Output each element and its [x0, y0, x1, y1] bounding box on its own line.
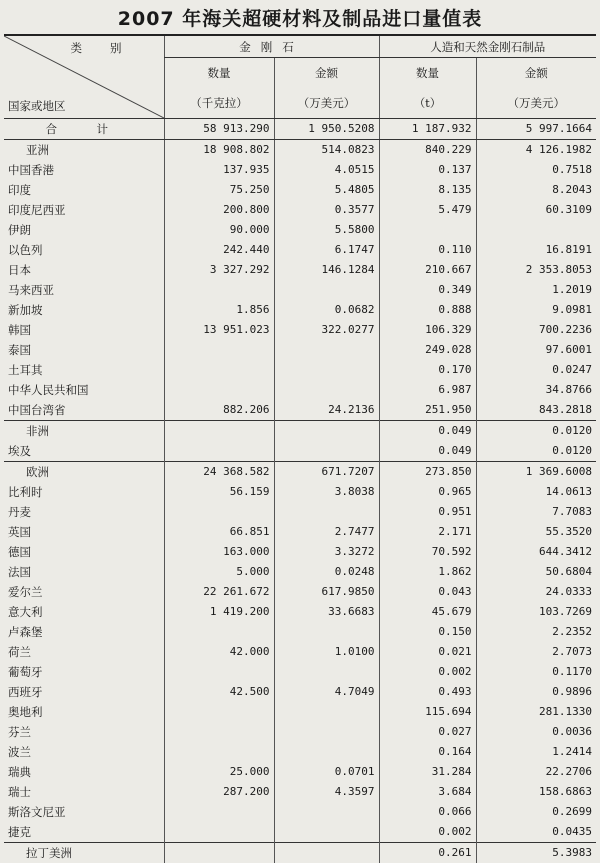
row-name: 斯洛文尼亚 — [4, 802, 164, 822]
row-product-amount: 0.2699 — [476, 802, 596, 822]
table-row — [4, 360, 596, 380]
row-product-qty: 0.027 — [379, 722, 476, 742]
row-diamond-amount: 3.8038 — [274, 482, 379, 502]
row-diamond-amount: 5.5800 — [274, 220, 379, 240]
table-row — [4, 642, 596, 662]
row-diamond-qty: 66.851 — [164, 522, 274, 542]
table-header — [4, 35, 596, 119]
row-product-qty: 6.987 — [379, 380, 476, 400]
table-row — [4, 762, 596, 782]
row-product-amount: 24.0333 — [476, 582, 596, 602]
row-product-amount: 700.2236 — [476, 320, 596, 340]
row-product-amount: 34.8766 — [476, 380, 596, 400]
row-product-qty: 0.066 — [379, 802, 476, 822]
row-diamond-qty: 242.440 — [164, 240, 274, 260]
row-diamond-amount — [274, 702, 379, 722]
row-product-amount: 0.0247 — [476, 360, 596, 380]
row-name: 伊朗 — [4, 220, 164, 240]
row-diamond-amount — [274, 722, 379, 742]
row-diamond-amount: 671.7207 — [274, 462, 379, 483]
row-product-amount: 644.3412 — [476, 542, 596, 562]
row-diamond-qty — [164, 380, 274, 400]
table-row — [4, 240, 596, 260]
row-diamond-amount — [274, 360, 379, 380]
header-qty-2-label: 数量 — [384, 64, 472, 82]
row-product-amount: 9.0981 — [476, 300, 596, 320]
row-product-qty: 0.110 — [379, 240, 476, 260]
row-name: 印度 — [4, 180, 164, 200]
row-diamond-amount: 3.3272 — [274, 542, 379, 562]
row-name: 比利时 — [4, 482, 164, 502]
table-row — [4, 562, 596, 582]
row-name: 土耳其 — [4, 360, 164, 380]
row-diamond-qty: 882.206 — [164, 400, 274, 421]
row-product-qty: 3.684 — [379, 782, 476, 802]
row-diamond-amount — [274, 441, 379, 462]
row-product-amount: 22.2706 — [476, 762, 596, 782]
row-diamond-amount: 4.3597 — [274, 782, 379, 802]
row-diamond-qty: 163.000 — [164, 542, 274, 562]
row-diamond-amount — [274, 502, 379, 522]
table-row — [4, 682, 596, 702]
row-diamond-amount — [274, 340, 379, 360]
row-name: 荷兰 — [4, 642, 164, 662]
row-diamond-qty: 24 368.582 — [164, 462, 274, 483]
table-row — [4, 421, 596, 442]
row-product-amount: 158.6863 — [476, 782, 596, 802]
header-category: 类别 — [71, 38, 150, 58]
row-product-amount: 0.0036 — [476, 722, 596, 742]
row-diamond-qty: 287.200 — [164, 782, 274, 802]
row-product-qty — [379, 220, 476, 240]
table-row — [4, 280, 596, 300]
row-product-qty: 210.667 — [379, 260, 476, 280]
row-diamond-qty: 18 908.802 — [164, 140, 274, 161]
table-row — [4, 441, 596, 462]
row-product-qty: 31.284 — [379, 762, 476, 782]
row-product-qty: 0.349 — [379, 280, 476, 300]
row-name: 欧洲 — [4, 462, 164, 483]
row-product-qty: 0.002 — [379, 822, 476, 843]
row-product-amount: 0.0120 — [476, 441, 596, 462]
row-name: 葡萄牙 — [4, 662, 164, 682]
table-row — [4, 340, 596, 360]
header-area: 国家或地区 — [8, 96, 66, 116]
table-row — [4, 400, 596, 421]
row-diamond-qty — [164, 280, 274, 300]
row-diamond-qty: 3 327.292 — [164, 260, 274, 280]
row-product-amount: 281.1330 — [476, 702, 596, 722]
table-row — [4, 722, 596, 742]
table-row — [4, 602, 596, 622]
row-diamond-amount: 1.0100 — [274, 642, 379, 662]
row-product-amount: 2.7073 — [476, 642, 596, 662]
row-product-qty: 0.021 — [379, 642, 476, 662]
row-product-qty: 0.951 — [379, 502, 476, 522]
row-name: 合 计 — [4, 119, 164, 140]
row-product-qty: 8.135 — [379, 180, 476, 200]
row-diamond-amount — [274, 421, 379, 442]
header-corner — [4, 35, 164, 119]
row-name: 波兰 — [4, 742, 164, 762]
table-row — [4, 220, 596, 240]
row-product-qty: 0.493 — [379, 682, 476, 702]
header-unit-kg: （千克拉） — [164, 88, 274, 118]
row-diamond-amount: 5.4805 — [274, 180, 379, 200]
row-product-qty: 115.694 — [379, 702, 476, 722]
table-row — [4, 380, 596, 400]
row-name: 卢森堡 — [4, 622, 164, 642]
row-diamond-amount: 2.7477 — [274, 522, 379, 542]
row-name: 泰国 — [4, 340, 164, 360]
table-row — [4, 300, 596, 320]
row-product-amount: 0.1170 — [476, 662, 596, 682]
page-title: 2007 年海关超硬材料及制品进口量值表 — [0, 6, 600, 32]
row-diamond-amount: 617.9850 — [274, 582, 379, 602]
row-diamond-qty: 22 261.672 — [164, 582, 274, 602]
row-name: 非洲 — [4, 421, 164, 442]
row-diamond-amount: 0.3577 — [274, 200, 379, 220]
row-name: 埃及 — [4, 441, 164, 462]
row-name: 瑞典 — [4, 762, 164, 782]
row-product-qty: 0.150 — [379, 622, 476, 642]
row-product-amount: 0.9896 — [476, 682, 596, 702]
table-row — [4, 160, 596, 180]
header-amount-1 — [274, 58, 379, 88]
row-diamond-amount — [274, 742, 379, 762]
table-row — [4, 843, 596, 863]
row-diamond-qty: 25.000 — [164, 762, 274, 782]
row-name: 拉丁美洲 — [4, 843, 164, 863]
row-name: 奥地利 — [4, 702, 164, 722]
row-diamond-qty: 200.800 — [164, 200, 274, 220]
row-diamond-amount: 0.0248 — [274, 562, 379, 582]
row-diamond-qty: 42.500 — [164, 682, 274, 702]
row-name: 亚洲 — [4, 140, 164, 161]
row-diamond-qty — [164, 662, 274, 682]
row-product-amount — [476, 220, 596, 240]
row-product-qty: 106.329 — [379, 320, 476, 340]
row-diamond-qty — [164, 802, 274, 822]
row-product-amount: 14.0613 — [476, 482, 596, 502]
row-product-qty: 0.170 — [379, 360, 476, 380]
table-row — [4, 320, 596, 340]
table-row — [4, 260, 596, 280]
row-diamond-amount: 514.0823 — [274, 140, 379, 161]
row-product-qty: 251.950 — [379, 400, 476, 421]
table-row — [4, 702, 596, 722]
table-row — [4, 742, 596, 762]
row-product-qty: 0.002 — [379, 662, 476, 682]
table-row — [4, 180, 596, 200]
table-row — [4, 542, 596, 562]
table-row — [4, 662, 596, 682]
row-product-amount: 843.2818 — [476, 400, 596, 421]
row-product-amount: 0.0435 — [476, 822, 596, 843]
row-diamond-qty: 75.250 — [164, 180, 274, 200]
table-row — [4, 802, 596, 822]
row-product-amount: 50.6804 — [476, 562, 596, 582]
row-diamond-qty — [164, 822, 274, 843]
row-product-amount: 55.3520 — [476, 522, 596, 542]
row-diamond-qty — [164, 742, 274, 762]
header-group-diamond: 金刚石 — [164, 35, 379, 58]
row-diamond-qty: 13 951.023 — [164, 320, 274, 340]
row-name: 韩国 — [4, 320, 164, 340]
row-name: 马来西亚 — [4, 280, 164, 300]
row-product-qty: 0.965 — [379, 482, 476, 502]
row-product-amount: 2.2352 — [476, 622, 596, 642]
row-name: 日本 — [4, 260, 164, 280]
row-product-amount: 16.8191 — [476, 240, 596, 260]
table-row — [4, 582, 596, 602]
table-row — [4, 200, 596, 220]
row-product-amount: 103.7269 — [476, 602, 596, 622]
table-row — [4, 502, 596, 522]
header-unit-t: （t） — [379, 88, 476, 118]
row-diamond-amount — [274, 802, 379, 822]
row-diamond-qty — [164, 502, 274, 522]
row-name: 爱尔兰 — [4, 582, 164, 602]
row-product-amount: 0.7518 — [476, 160, 596, 180]
table-row — [4, 522, 596, 542]
row-diamond-qty — [164, 843, 274, 863]
row-product-amount: 1.2414 — [476, 742, 596, 762]
row-product-amount: 1 369.6008 — [476, 462, 596, 483]
row-diamond-amount: 146.1284 — [274, 260, 379, 280]
table-row — [4, 119, 596, 140]
row-diamond-amount: 322.0277 — [274, 320, 379, 340]
row-diamond-qty: 1 419.200 — [164, 602, 274, 622]
header-amount-2 — [476, 58, 596, 88]
table-row — [4, 462, 596, 483]
row-diamond-qty: 90.000 — [164, 220, 274, 240]
row-diamond-qty — [164, 340, 274, 360]
table-row — [4, 482, 596, 502]
row-name: 芬兰 — [4, 722, 164, 742]
row-product-qty: 70.592 — [379, 542, 476, 562]
row-product-amount: 97.6001 — [476, 340, 596, 360]
row-diamond-amount: 4.0515 — [274, 160, 379, 180]
header-qty-1 — [164, 58, 274, 88]
row-diamond-amount — [274, 380, 379, 400]
row-product-qty: 45.679 — [379, 602, 476, 622]
table-row — [4, 140, 596, 161]
row-name: 以色列 — [4, 240, 164, 260]
row-product-qty: 0.049 — [379, 421, 476, 442]
row-diamond-qty — [164, 622, 274, 642]
row-product-qty: 0.164 — [379, 742, 476, 762]
row-product-amount: 5 997.1664 — [476, 119, 596, 140]
row-diamond-qty — [164, 441, 274, 462]
header-group-products: 人造和天然金刚石制品 — [379, 35, 596, 58]
row-name: 捷克 — [4, 822, 164, 843]
header-amount-2-label: 金额 — [481, 64, 593, 82]
row-diamond-qty: 137.935 — [164, 160, 274, 180]
row-product-qty: 0.137 — [379, 160, 476, 180]
row-diamond-qty — [164, 360, 274, 380]
row-diamond-qty: 56.159 — [164, 482, 274, 502]
row-name: 德国 — [4, 542, 164, 562]
row-diamond-qty: 42.000 — [164, 642, 274, 662]
row-product-amount: 0.0120 — [476, 421, 596, 442]
row-diamond-amount: 4.7049 — [274, 682, 379, 702]
row-name: 意大利 — [4, 602, 164, 622]
row-product-qty: 1 187.932 — [379, 119, 476, 140]
row-name: 印度尼西亚 — [4, 200, 164, 220]
row-name: 西班牙 — [4, 682, 164, 702]
header-unit-usd2: （万美元） — [476, 88, 596, 118]
row-diamond-amount: 6.1747 — [274, 240, 379, 260]
row-product-amount: 1.2019 — [476, 280, 596, 300]
row-product-qty: 0.888 — [379, 300, 476, 320]
row-product-amount: 5.3983 — [476, 843, 596, 863]
header-unit-usd: （万美元） — [274, 88, 379, 118]
row-name: 英国 — [4, 522, 164, 542]
row-name: 法国 — [4, 562, 164, 582]
row-diamond-qty — [164, 702, 274, 722]
row-diamond-qty — [164, 722, 274, 742]
row-product-qty: 5.479 — [379, 200, 476, 220]
row-name: 瑞士 — [4, 782, 164, 802]
row-diamond-amount: 33.6683 — [274, 602, 379, 622]
row-product-qty: 1.862 — [379, 562, 476, 582]
row-product-amount: 8.2043 — [476, 180, 596, 200]
table-row — [4, 622, 596, 642]
table-row — [4, 782, 596, 802]
row-product-qty: 0.261 — [379, 843, 476, 863]
row-product-qty: 0.043 — [379, 582, 476, 602]
row-name: 丹麦 — [4, 502, 164, 522]
row-product-amount: 4 126.1982 — [476, 140, 596, 161]
row-diamond-amount — [274, 280, 379, 300]
row-product-qty: 0.049 — [379, 441, 476, 462]
row-diamond-amount — [274, 822, 379, 843]
row-diamond-amount: 0.0701 — [274, 762, 379, 782]
import-table — [4, 34, 596, 863]
row-diamond-amount: 1 950.5208 — [274, 119, 379, 140]
row-diamond-amount: 0.0682 — [274, 300, 379, 320]
row-product-amount: 2 353.8053 — [476, 260, 596, 280]
row-diamond-qty: 1.856 — [164, 300, 274, 320]
header-qty-2 — [379, 58, 476, 88]
row-product-qty: 273.850 — [379, 462, 476, 483]
row-product-amount: 7.7083 — [476, 502, 596, 522]
row-diamond-amount — [274, 662, 379, 682]
row-diamond-qty — [164, 421, 274, 442]
row-diamond-amount: 24.2136 — [274, 400, 379, 421]
header-amount-1-label: 金额 — [279, 64, 375, 82]
table-body — [4, 119, 596, 863]
row-name: 中国台湾省 — [4, 400, 164, 421]
row-product-amount: 60.3109 — [476, 200, 596, 220]
row-diamond-qty: 5.000 — [164, 562, 274, 582]
row-name: 新加坡 — [4, 300, 164, 320]
row-name: 中国香港 — [4, 160, 164, 180]
row-diamond-amount — [274, 622, 379, 642]
row-product-qty: 2.171 — [379, 522, 476, 542]
header-qty-1-label: 数量 — [169, 64, 270, 82]
table-row — [4, 822, 596, 843]
row-product-qty: 840.229 — [379, 140, 476, 161]
row-name: 中华人民共和国 — [4, 380, 164, 400]
row-diamond-amount — [274, 843, 379, 863]
row-product-qty: 249.028 — [379, 340, 476, 360]
row-diamond-qty: 58 913.290 — [164, 119, 274, 140]
